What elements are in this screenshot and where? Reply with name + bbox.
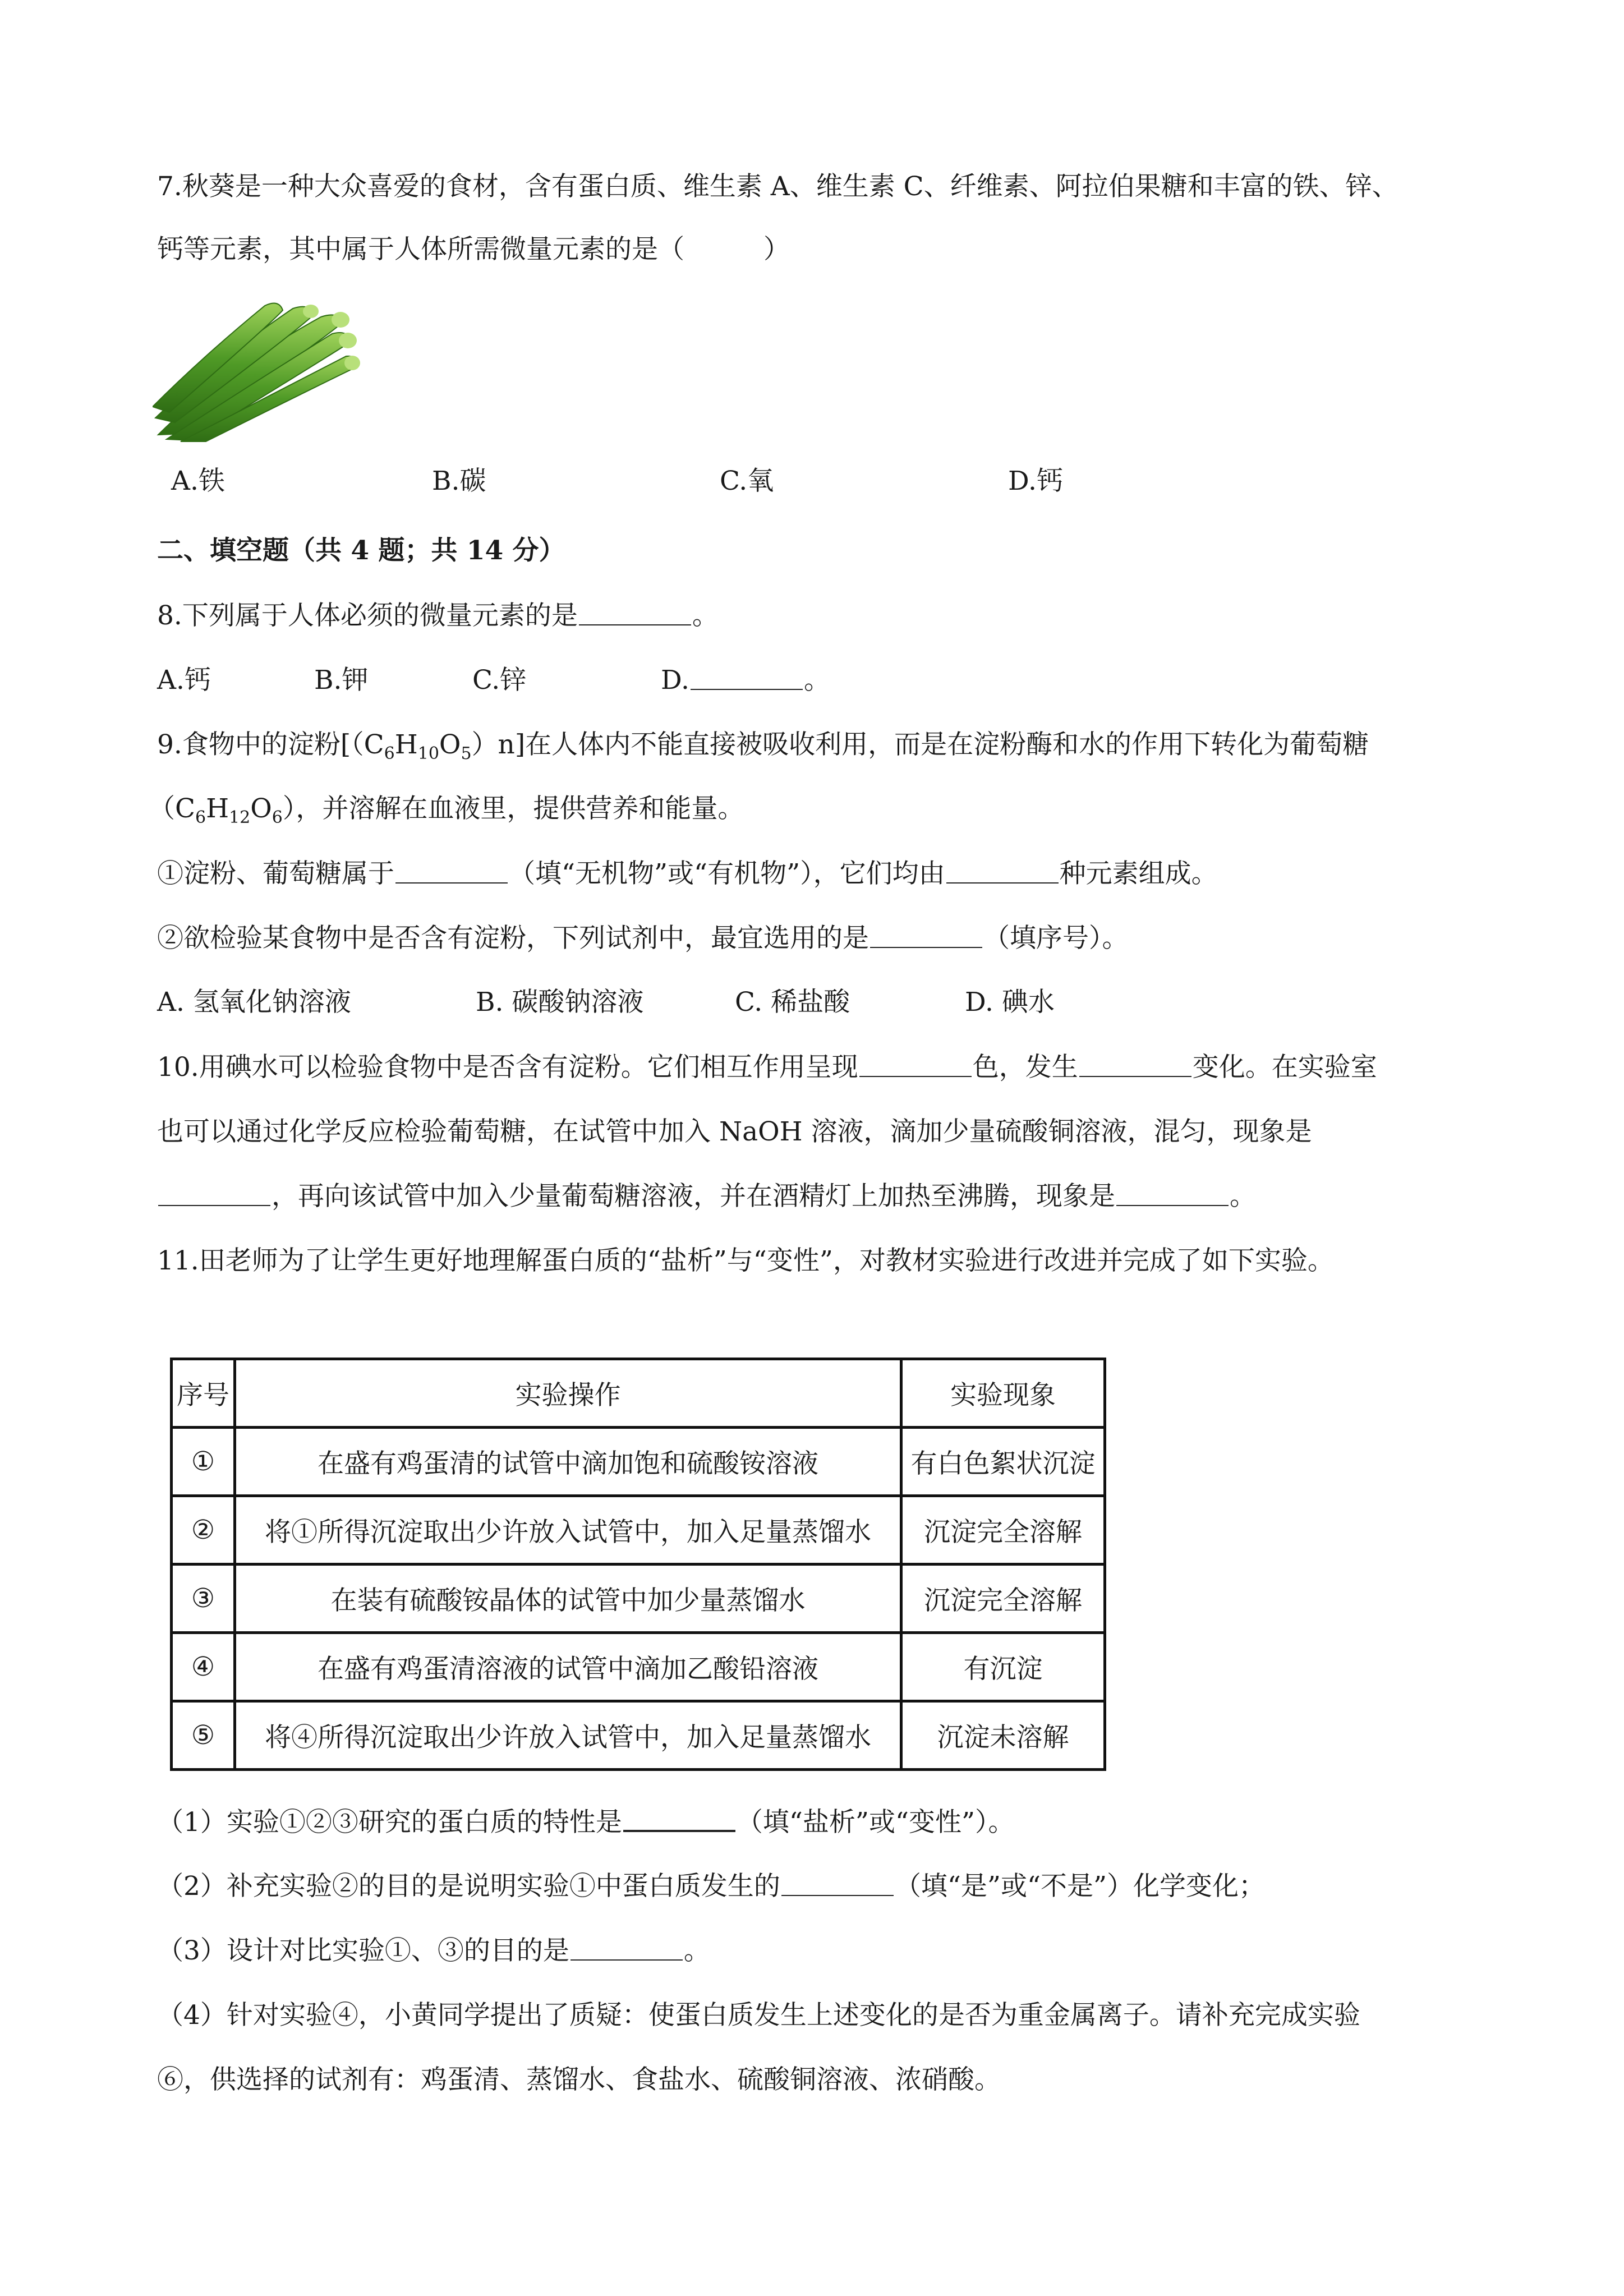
table-cell: 沉淀完全溶解 (901, 1565, 1105, 1633)
q8-stem: 8.下列属于人体必须的微量元素的是 。 (157, 600, 719, 631)
q7-option-b: B.碳 (432, 466, 486, 496)
table-header-cell: 实验现象 (901, 1359, 1105, 1428)
table-cell: 将①所得沉淀取出少许放入试管中，加入足量蒸馏水 (235, 1496, 901, 1565)
q9-option-a: A. 氢氧化钠溶液 (157, 987, 351, 1018)
table-cell: 在盛有鸡蛋清的试管中滴加饱和硫酸铵溶液 (235, 1428, 901, 1496)
answer-blank[interactable] (781, 1870, 894, 1896)
q8-option-a: A.钙 (157, 665, 211, 696)
q10-stem-line2: 也可以通过化学反应检验葡萄糖，在试管中加入 NaOH 溶液，滴加少量硫酸铜溶液，混匀，现象是 (157, 1116, 1312, 1147)
q7-option-a: A.铁 (171, 466, 225, 496)
q10-stem-line3: ，再向该试管中加入少量葡萄糖溶液，并在酒精灯上加热至沸腾，现象是 。 (157, 1180, 1484, 1213)
q10-stem-line1: 10.用碘水可以检验食物中是否含有淀粉。它们相互作用呈现 色，发生 变化。在实验室 (157, 1052, 1377, 1083)
q9-stem-line2: $(C_6H_{12}O_6)$，并溶解在血液里，提供营养和能量。 (149, 793, 744, 827)
answer-blank[interactable] (571, 1935, 683, 1961)
q7-stem-line1: 7.秋葵是一种大众喜爱的食材，含有蛋白质、维生素 A、维生素 C、纤维素、阿拉伯果糖和丰富的铁、锌、 (157, 171, 1398, 202)
q7-option-d: D.钙 (1008, 466, 1063, 496)
answer-blank[interactable] (691, 664, 803, 690)
q11-part4-line1: （4）针对实验④，小黄同学提出了质疑：使蛋白质发生上述变化的是否为重金属离子。请补充完成实验 (157, 2000, 1360, 2031)
table-cell: 在盛有鸡蛋清溶液的试管中滴加乙酸铅溶液 (235, 1633, 901, 1701)
table-row (172, 1565, 1105, 1633)
table-row (172, 1701, 1105, 1770)
table-cell: 将④所得沉淀取出少许放入试管中，加入足量蒸馏水 (235, 1701, 901, 1770)
answer-blank[interactable] (870, 922, 982, 948)
table-cell: 沉淀完全溶解 (901, 1496, 1105, 1565)
q7-stem-line2: 钙等元素，其中属于人体所需微量元素的是（ ） (157, 234, 790, 265)
table-row (172, 1428, 1105, 1496)
q11-part3: （3）设计对比实验①、③的目的是 。 (157, 1935, 710, 1966)
table-row (172, 1633, 1105, 1701)
table-row (172, 1496, 1105, 1565)
q9-sub1: ①淀粉、葡萄糖属于 （填“无机物”或“有机物”），它们均由 种元素组成。 (157, 858, 1218, 889)
q7-option-c: C.氧 (720, 466, 774, 496)
q11-part1: （1）实验①②③研究的蛋白质的特性是 （填“盐析”或“变性”）。 (157, 1805, 1484, 1839)
table-cell: ② (172, 1496, 235, 1565)
q11-intro: 11.田老师为了让学生更好地理解蛋白质的“盐析”与“变性”，对教材实验进行改进并完成了如下实验。 (157, 1245, 1334, 1276)
table-cell: 有沉淀 (901, 1633, 1105, 1701)
answer-blank[interactable] (158, 1180, 270, 1206)
answer-blank[interactable] (395, 858, 508, 884)
answer-blank[interactable] (1116, 1180, 1229, 1206)
table-cell: ③ (172, 1565, 235, 1633)
answer-blank[interactable] (623, 1805, 735, 1832)
table-header-row (172, 1359, 1105, 1428)
q9-sub2: ②欲检验某食物中是否含有淀粉，下列试剂中，最宜选用的是 （填序号）。 (157, 923, 1129, 954)
answer-blank[interactable] (859, 1051, 972, 1077)
q8-option-d: D. 。 (661, 665, 830, 696)
q8-option-b: B.钾 (314, 665, 369, 696)
table-cell: ④ (172, 1633, 235, 1701)
answer-blank[interactable] (579, 600, 691, 625)
q9-option-d: D. 碘水 (965, 987, 1055, 1018)
table-cell: ① (172, 1428, 235, 1496)
table-cell: 沉淀未溶解 (901, 1701, 1105, 1770)
answer-blank[interactable] (946, 858, 1059, 884)
section-title: 二、填空题（共 4 题；共 14 分） (157, 535, 565, 566)
table-cell: 有白色絮状沉淀 (901, 1428, 1105, 1496)
q9-stem-line1: 9.食物中的淀粉$[(C_6H_{10}O_5)n]$在人体内不能直接被吸收利用，而是在淀粉酶和水的作用下转化为葡萄糖 (157, 729, 1369, 763)
experiment-table (170, 1358, 1106, 1771)
q8-option-c: C.锌 (472, 665, 527, 696)
q11-part2: （2）补充实验②的目的是说明实验①中蛋白质发生的 （填“是”或“不是”）化学变化； (157, 1871, 1266, 1902)
q9-option-c: C. 稀盐酸 (735, 987, 850, 1018)
table-cell: ⑤ (172, 1701, 235, 1770)
table-cell: 在装有硫酸铵晶体的试管中加少量蒸馏水 (235, 1565, 901, 1633)
okra-image (153, 295, 360, 443)
q11-part4-line2: ⑥，供选择的试剂有：鸡蛋清、蒸馏水、食盐水、硫酸铜溶液、浓硝酸。 (157, 2064, 1001, 2095)
answer-blank[interactable] (1079, 1051, 1191, 1077)
table-header-cell: 实验操作 (235, 1359, 901, 1428)
table-header-cell: 序号 (172, 1359, 235, 1428)
q9-option-b: B. 碳酸钠溶液 (476, 987, 644, 1018)
